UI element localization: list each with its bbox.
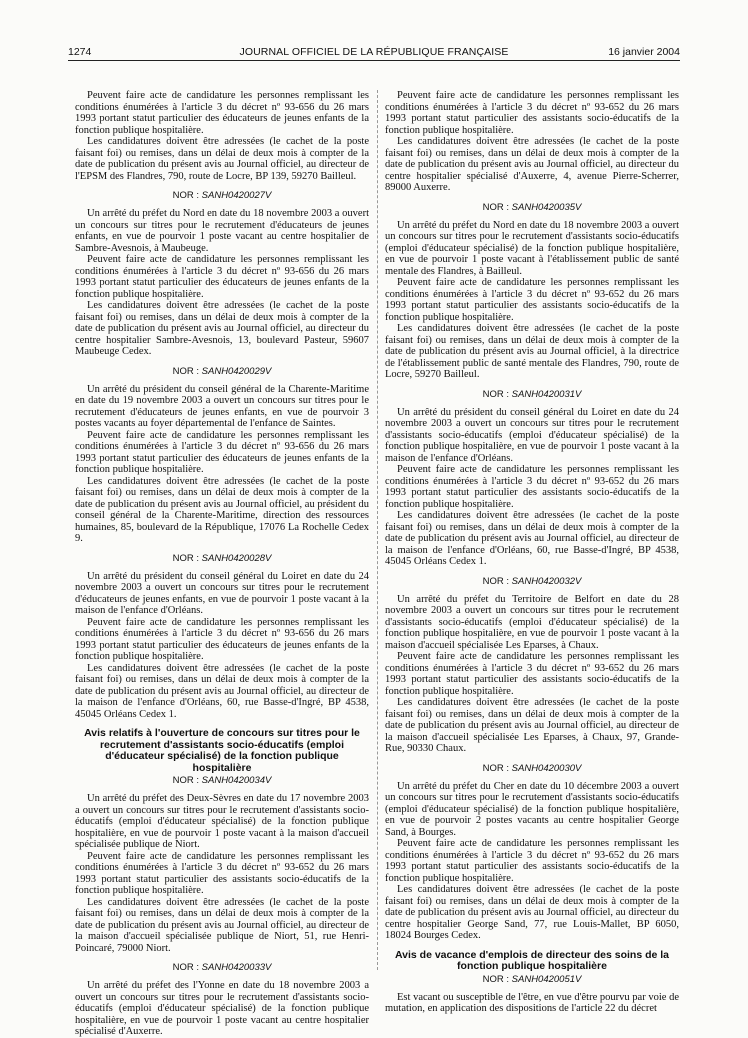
paragraph: Les candidatures doivent être adressées (le cachet de la poste faisant foi) ou remises, dans un délai de deux mois à compter de la date de publication du présent avis au Journal officiel, au directeur de la maison d'accueil spécialisée Les Eparses, à Chaux, 97, Grande-Rue, 90330 Chaux. [385,697,679,754]
nor-code: SANH0420027V [201,190,272,201]
paragraph: Les candidatures doivent être adressées (le cachet de la poste faisant foi) ou remises, dans un délai de deux mois à compter de la date de publication du présent avis au Journal officiel, au directeur du centre hospitalier spécialisé d'Auxerre, 4, avenue Pierre-Scherrer, 89000 Auxerre. [385,136,679,193]
nor-code: SANH0420028V [201,552,272,564]
page-number: 1274 [68,46,92,58]
paragraph: Est vacant ou susceptible de l'être, en vue d'être pourvu par voie de mutation, en application des dispositions de l'article 22 du décret [385,991,679,1014]
paragraph: Peuvent faire acte de candidature les personnes remplissant les conditions énumérées à l'article 3 du décret nº 93-652 du 26 mars 1993 portant statut particulier des assistants socio-éducatifs de la fonction publique hospitalière. [385,464,679,510]
nor-label: NOR : [172,552,200,564]
paragraph: Peuvent faire acte de candidature les personnes remplissant les conditions énumérées à l'article 3 du décret nº 93-656 du 26 mars 1993 portant statut particulier des éducateurs de jeunes enfants de la fonction publique hospitalière. [75,429,369,475]
nor-code: SANH0420032V [511,575,582,587]
journal-title: JOURNAL OFFICIEL DE LA RÉPUBLIQUE FRANÇAISE [239,46,509,58]
nor-code: SANH0420033V [201,962,272,973]
nor-code: SANH0420030V [511,762,582,774]
nor-reference [385,974,679,986]
paragraph: Les candidatures doivent être adressées (le cachet de la poste faisant foi) ou remises, dans un délai de deux mois à compter de la date de publication du présent avis au Journal officiel, au directeur de l'EPSM des Flandres, 790, route de Locre, BP 139, 59270 Bailleul. [75,136,369,182]
paragraph: Les candidatures doivent être adressées (le cachet de la poste faisant foi) ou remises, dans un délai de deux mois à compter de la date de publication du présent avis au Journal officiel, au directeur de la maison d'accueil spécialisée publique de Niort, 51, rue Henri-Poincaré, 79000 Niort. [75,896,369,954]
nor-code: SANH0420035V [511,201,582,213]
paragraph: Peuvent faire acte de candidature les personnes remplissant les conditions énumérées à l'article 3 du décret nº 93-652 du 26 mars 1993 portant statut particulier des assistants socio-éducatifs de la fonction publique hospitalière. [385,651,679,697]
nor-reference [385,576,679,588]
nor-label: NOR : [172,775,200,786]
nor-reference [75,190,369,202]
paragraph: Peuvent faire acte de candidature les personnes remplissant les conditions énumérées à l'article 3 du décret nº 93-652 du 26 mars 1993 portant statut particulier des assistants socio-éducatifs de la fonction publique hospitalière. [385,277,679,323]
paragraph: Les candidatures doivent être adressées (le cachet de la poste faisant foi) ou remises, dans un délai de deux mois à compter de la date de publication du présent avis au Journal officiel, à la directrice de l'établissement public de santé mentale des Flandres, 790, route de Locre, 59270 Bailleul. [385,323,679,380]
paragraph: Peuvent faire acte de candidature les personnes remplissant les conditions énumérées à l'article 3 du décret nº 93-656 du 26 mars 1993 portant statut particulier des éducateurs de jeunes enfants de la fonction publique hospitalière. [75,90,369,136]
nor-label: NOR : [172,962,200,973]
nor-code: SANH0420029V [201,365,272,377]
page-header [68,44,680,61]
paragraph: Peuvent faire acte de candidature les personnes remplissant les conditions énumérées à l'article 3 du décret nº 93-652 du 26 mars 1993 portant statut particulier des assistants socio-éducatifs de la fonction publique hospitalière. [385,90,679,136]
right-column [385,90,679,1014]
nor-reference [385,202,679,214]
paragraph: Peuvent faire acte de candidature les personnes remplissant les conditions énumérées à l'article 3 du décret nº 93-656 du 26 mars 1993 portant statut particulier des éducateurs de jeunes enfants de la fonction publique hospitalière. [75,254,369,300]
paragraph: Un arrêté du président du conseil général du Loiret en date du 24 novembre 2003 a ouvert un concours sur titres pour le recrutement d'assistants socio-éducatifs (emploi d'éducateur spécialisé) de la fonction publique hospitalière, en vue de pourvoir 1 poste vacant à la maison de l'enfance d'Orléans. [385,406,679,464]
issue-date: 16 janvier 2004 [608,46,680,58]
nor-reference [75,962,369,974]
column-divider [377,90,378,970]
nor-code: SANH0420031V [511,388,582,400]
paragraph: Un arrêté du préfet du Nord en date du 18 novembre 2003 a ouvert un concours sur titres pour le recrutement d'éducateurs de jeunes enfants, en vue de pourvoir 1 poste vacant au centre hospitalier de Sambre-Avesnois, à Maubeuge. [75,208,369,254]
paragraph: Un arrêté du président du conseil général de la Charente-Maritime en date du 19 novembre 2003 a ouvert un concours sur titres pour le recrutement d'éducateurs de jeunes enfants, en vue de pourvoir 3 postes vacants au foyer départemental de l'enfance de Saintes. [75,383,369,429]
paragraph: Les candidatures doivent être adressées (le cachet de la poste faisant foi) ou remises, dans un délai de deux mois à compter de la date de publication du présent avis au Journal officiel, au directeur de la maison de l'enfance d'Orléans, 60, rue Basse-d'Ingré, BP 4538, 45045 Orléans Cedex 1. [75,662,369,720]
section-heading: Avis de vacance d'emplois de directeur des soins de la fonction publique hospitalière [394,948,670,972]
paragraph: Peuvent faire acte de candidature les personnes remplissant les conditions énumérées à l'article 3 du décret nº 93-652 du 26 mars 1993 portant statut particulier des assistants socio-éducatifs de la fonction publique hospitalière. [75,850,369,896]
paragraph: Peuvent faire acte de candidature les personnes remplissant les conditions énumérées à l'article 3 du décret nº 93-652 du 26 mars 1993 portant statut particulier des assistants socio-éducatifs de la fonction publique hospitalière. [385,838,679,884]
paragraph: Les candidatures doivent être adressées (le cachet de la poste faisant foi) ou remises, dans un délai de deux mois à compter de la date de publication du présent avis au Journal officiel, au directeur du centre hospitalier George Sand, 77, rue Louis-Mallet, BP 6050, 18024 Bourges Cedex. [385,884,679,941]
paragraph: Peuvent faire acte de candidature les personnes remplissant les conditions énumérées à l'article 3 du décret nº 93-656 du 26 mars 1993 portant statut particulier des éducateurs de jeunes enfants de la fonction publique hospitalière. [75,616,369,662]
nor-label: NOR : [482,201,510,213]
section-heading: Avis relatifs à l'ouverture de concours sur titres pour le recrutement d'assistants socio-éducatifs (emploi d'éducateur spécialisé) de la fonction publique hospitalière [84,727,360,774]
paragraph: Un arrêté du préfet du Cher en date du 10 décembre 2003 a ouvert un concours sur titres pour le recrutement d'assistants socio-éducatifs (emploi d'éducateur spécialisé) de la fonction publique hospitalière, en vue de pourvoir 2 postes vacants au centre hospitalier George Sand, à Bourges. [385,780,679,838]
nor-label: NOR : [172,365,200,377]
nor-code: SANH0420051V [511,973,582,985]
paragraph: Un arrêté du préfet des Deux-Sèvres en date du 17 novembre 2003 a ouvert un concours sur titres pour le recrutement d'assistants socio-éducatifs (emploi d'éducateur spécialisé) de la fonction publique hospitalière, en vue de pourvoir 1 poste vacant à la maison d'accueil spécialisée publique de Niort. [75,793,369,850]
left-column [75,90,369,1037]
nor-reference [75,366,369,378]
nor-label: NOR : [482,762,510,774]
nor-reference [75,775,369,787]
paragraph: Un arrêté du préfet du Territoire de Belfort en date du 28 novembre 2003 a ouvert un concours sur titres pour le recrutement d'assistants socio-éducatifs (emploi d'éducateur spécialisé) de la fonction publique hospitalière, en vue de pourvoir 1 poste vacant à la maison d'accueil spécialisée Les Eparses, à Chaux. [385,593,679,651]
paragraph: Les candidatures doivent être adressées (le cachet de la poste faisant foi) ou remises, dans un délai de deux mois à compter de la date de publication du présent avis au Journal officiel, au directeur de la maison de l'enfance d'Orléans, 60, rue Basse-d'Ingré, BP 4538, 45045 Orléans Cedex 1. [385,510,679,567]
nor-label: NOR : [482,575,510,587]
nor-reference [385,389,679,401]
paragraph: Un arrêté du président du conseil général du Loiret en date du 24 novembre 2003 a ouvert un concours sur titres pour le recrutement d'éducateurs de jeunes enfants, en vue de pourvoir 1 poste vacant à la maison de l'enfance d'Orléans. [75,570,369,616]
nor-label: NOR : [482,388,510,400]
nor-reference [385,763,679,775]
nor-reference [75,553,369,565]
paragraph: Un arrêté du préfet des l'Yonne en date du 18 novembre 2003 a ouvert un concours sur titres pour le recrutement d'assistants socio-éducatifs (emploi d'éducateur spécialisé) de la fonction publique hospitalière, en vue de pourvoir 1 poste vacant au centre hospitalier spécialisé d'Auxerre. [75,980,369,1037]
nor-code: SANH0420034V [201,775,272,786]
paragraph: Les candidatures doivent être adressées (le cachet de la poste faisant foi) ou remises, dans un délai de deux mois à compter de la date de publication du présent avis au Journal officiel, au directeur du centre hospitalier Sambre-Avesnois, 13, boulevard Pasteur, 59607 Maubeuge Cedex. [75,300,369,357]
nor-label: NOR : [482,973,510,985]
nor-label: NOR : [172,190,200,201]
paragraph: Un arrêté du préfet du Nord en date du 18 novembre 2003 a ouvert un concours sur titres pour le recrutement d'assistants socio-éducatifs (emploi d'éducateur spécialisé) de la fonction publique hospitalière, en vue de pourvoir 1 poste vacant à l'établissement public de santé mentale des Flandres, à Bailleul. [385,219,679,277]
paragraph: Les candidatures doivent être adressées (le cachet de la poste faisant foi) ou remises, dans un délai de deux mois à compter de la date de publication du présent avis au Journal officiel, au président du conseil général de la Charente-Maritime, direction des ressources humaines, 85, boulevard de la République, 17076 La Rochelle Cedex 9. [75,475,369,544]
